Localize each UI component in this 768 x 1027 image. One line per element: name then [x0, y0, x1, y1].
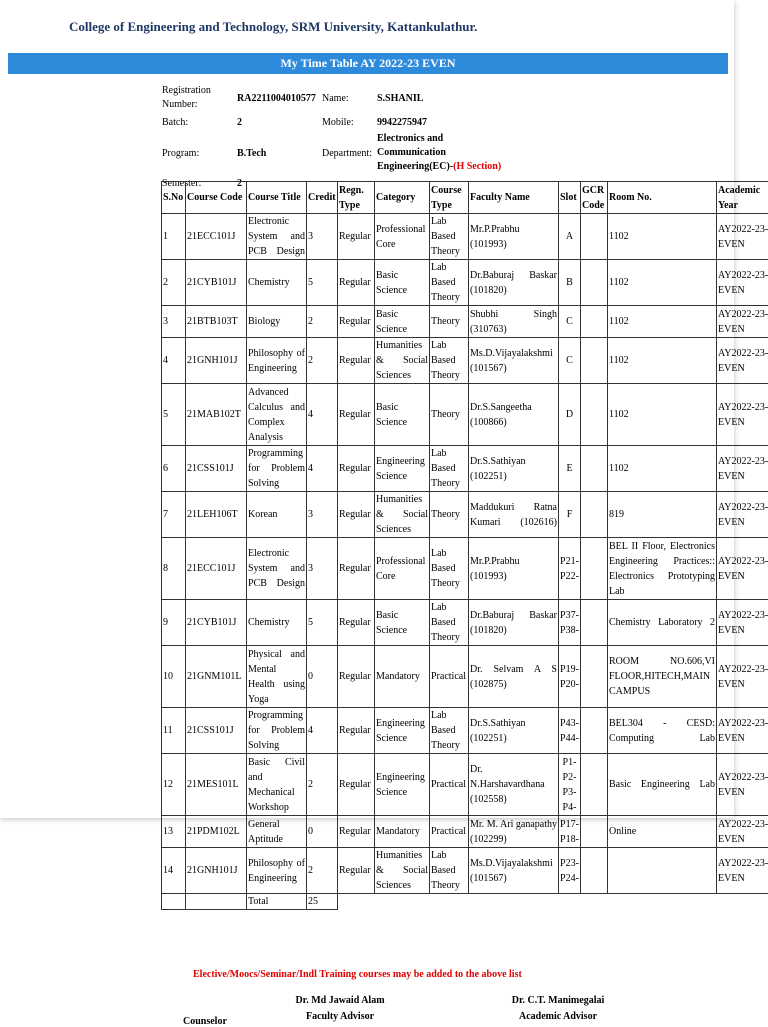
batch-value: 2 — [235, 112, 320, 132]
col-header: Faculty Name — [469, 182, 559, 214]
cell-year: AY2022-23-EVEN — [717, 492, 768, 538]
cell-category: Humanities & Social Sciences — [375, 848, 430, 894]
mobile-value: 9942275947 — [375, 112, 515, 132]
reg-label: Registration Number: — [160, 84, 235, 112]
cell-code: 21LEH106T — [186, 492, 247, 538]
cell-faculty: Dr. N.Harshavardhana (102558) — [469, 754, 559, 816]
col-header: Credit — [307, 182, 338, 214]
cell-gcr — [581, 708, 608, 754]
cell-faculty: Mr.P.Prabhu (101993) — [469, 214, 559, 260]
cell-ctype: Lab Based Theory — [430, 260, 469, 306]
cell-gcr — [581, 754, 608, 816]
cell-category: Humanities & Social Sciences — [375, 492, 430, 538]
table-row — [162, 306, 768, 338]
cell-slot: F — [559, 492, 581, 538]
cell-gcr — [581, 384, 608, 446]
cell-gcr — [581, 306, 608, 338]
cell-ctype: Practical — [430, 646, 469, 708]
table-row — [162, 646, 768, 708]
cell-category: Basic Science — [375, 384, 430, 446]
cell-title: Basic Civil and Mechanical Workshop — [247, 754, 307, 816]
cell-title: Electronic System and PCB Design — [247, 214, 307, 260]
cell-sno: 7 — [162, 492, 186, 538]
cell-category: Engineering Science — [375, 754, 430, 816]
cell-ctype: Practical — [430, 754, 469, 816]
cell-code: 21MAB102T — [186, 384, 247, 446]
cell-regn: Regular — [338, 306, 375, 338]
cell-slot: P1- P2- P3- P4- — [559, 754, 581, 816]
cell-slot: P21- P22- — [559, 538, 581, 600]
cell-ctype: Lab Based Theory — [430, 708, 469, 754]
cell-category: Basic Science — [375, 306, 430, 338]
cell-room — [608, 848, 717, 894]
academic-advisor-role: Academic Advisor — [488, 1009, 628, 1025]
cell-slot: P37- P38- — [559, 600, 581, 646]
cell-room: ROOM NO.606,VI FLOOR,HITECH,MAIN CAMPUS — [608, 646, 717, 708]
cell-slot: P43- P44- — [559, 708, 581, 754]
cell-title: Biology — [247, 306, 307, 338]
cell-ctype: Theory — [430, 384, 469, 446]
cell-credit: 5 — [307, 260, 338, 306]
cell-year: AY2022-23-EVEN — [717, 538, 768, 600]
cell-room: Basic Engineering Lab — [608, 754, 717, 816]
cell-gcr — [581, 600, 608, 646]
section-label: (H Section) — [453, 161, 501, 172]
cell-faculty: Dr.S.Sathiyan (102251) — [469, 708, 559, 754]
cell-room: BEL II Floor, Electronics Engineering Practices:: Electronics Prototyping Lab — [608, 538, 717, 600]
cell-regn: Regular — [338, 708, 375, 754]
cell-category: Engineering Science — [375, 708, 430, 754]
col-header: Course Code — [186, 182, 247, 214]
cell-gcr — [581, 848, 608, 894]
table-row — [162, 848, 768, 894]
cell-regn: Regular — [338, 816, 375, 848]
col-header: Category — [375, 182, 430, 214]
cell-gcr — [581, 260, 608, 306]
cell-category: Professional Core — [375, 214, 430, 260]
table-row — [162, 492, 768, 538]
cell-faculty: Dr.Baburaj Baskar (101820) — [469, 260, 559, 306]
cell-code: 21CYB101J — [186, 260, 247, 306]
faculty-advisor-role: Faculty Advisor — [270, 1009, 410, 1025]
cell-sno: 9 — [162, 600, 186, 646]
cell-code: 21CSS101J — [186, 446, 247, 492]
cell-year: AY2022-23-EVEN — [717, 260, 768, 306]
col-header: Course Type — [430, 182, 469, 214]
cell-sno: 2 — [162, 260, 186, 306]
cell-title: Programming for Problem Solving — [247, 708, 307, 754]
student-info — [160, 84, 515, 192]
cell-category: Professional Core — [375, 538, 430, 600]
counselor-label: Counselor — [183, 1016, 227, 1027]
cell-room: BEL304 - CESD: Computing Lab — [608, 708, 717, 754]
cell-faculty: Shubhi Singh (310763) — [469, 306, 559, 338]
department-name: Electronics and Communication Engineering(EC)- — [377, 133, 453, 172]
cell-ctype: Lab Based Theory — [430, 600, 469, 646]
cell-room: 1102 — [608, 260, 717, 306]
cell-year: AY2022-23-EVEN — [717, 446, 768, 492]
cell-slot: C — [559, 338, 581, 384]
name-value: S.SHANIL — [375, 84, 515, 112]
cell-ctype: Lab Based Theory — [430, 848, 469, 894]
cell-faculty: Dr. Selvam A S (102875) — [469, 646, 559, 708]
cell-credit: 2 — [307, 754, 338, 816]
cell-credit: 2 — [307, 848, 338, 894]
cell-code: 21PDM102L — [186, 816, 247, 848]
faculty-advisor-name: Dr. Md Jawaid Alam — [270, 993, 410, 1009]
academic-advisor-block — [488, 993, 628, 1025]
col-header: Course Title — [247, 182, 307, 214]
total-label: Total — [247, 894, 307, 910]
cell-title: Chemistry — [247, 260, 307, 306]
cell-regn: Regular — [338, 446, 375, 492]
cell-credit: 2 — [307, 338, 338, 384]
cell-year: AY2022-23-EVEN — [717, 708, 768, 754]
table-row — [162, 260, 768, 306]
timetable — [161, 181, 768, 910]
cell-code: 21MES101L — [186, 754, 247, 816]
cell-credit: 3 — [307, 492, 338, 538]
cell-gcr — [581, 446, 608, 492]
cell-category: Humanities & Social Sciences — [375, 338, 430, 384]
cell-faculty: Maddukuri Ratna Kumari (102616) — [469, 492, 559, 538]
cell-credit: 0 — [307, 816, 338, 848]
cell-credit: 3 — [307, 214, 338, 260]
cell-ctype: Lab Based Theory — [430, 338, 469, 384]
cell-regn: Regular — [338, 260, 375, 306]
cell-credit: 0 — [307, 646, 338, 708]
cell-category: Mandatory — [375, 816, 430, 848]
cell-ctype: Lab Based Theory — [430, 214, 469, 260]
cell-faculty: Ms.D.Vijayalakshmi (101567) — [469, 848, 559, 894]
cell-sno: 14 — [162, 848, 186, 894]
cell-year: AY2022-23-EVEN — [717, 214, 768, 260]
cell-room: 1102 — [608, 446, 717, 492]
cell-faculty: Ms.D.Vijayalakshmi (101567) — [469, 338, 559, 384]
cell-regn: Regular — [338, 848, 375, 894]
cell-sno: 4 — [162, 338, 186, 384]
cell-ctype: Lab Based Theory — [430, 446, 469, 492]
cell-faculty: Dr.Baburaj Baskar (101820) — [469, 600, 559, 646]
cell-sno: 1 — [162, 214, 186, 260]
cell-sno: 5 — [162, 384, 186, 446]
cell-room: 1102 — [608, 338, 717, 384]
cell-code: 21BTB103T — [186, 306, 247, 338]
mobile-label: Mobile: — [320, 112, 375, 132]
reg-value: RA2211004010577 — [235, 84, 320, 112]
cell-ctype: Lab Based Theory — [430, 538, 469, 600]
table-row — [162, 754, 768, 816]
cell-sno: 8 — [162, 538, 186, 600]
cell-slot: P19- P20- — [559, 646, 581, 708]
cell-room: 1102 — [608, 306, 717, 338]
cell-faculty: Mr. M. Ari ganapathy (102299) — [469, 816, 559, 848]
cell-gcr — [581, 492, 608, 538]
cell-faculty: Dr.S.Sathiyan (102251) — [469, 446, 559, 492]
cell-regn: Regular — [338, 600, 375, 646]
col-header: Regn. Type — [338, 182, 375, 214]
cell-sno: 11 — [162, 708, 186, 754]
department-value — [375, 132, 515, 174]
table-row — [162, 708, 768, 754]
cell-year: AY2022-23-EVEN — [717, 384, 768, 446]
cell-title: General Aptitude — [247, 816, 307, 848]
cell-code: 21CSS101J — [186, 708, 247, 754]
cell-title: Advanced Calculus and Complex Analysis — [247, 384, 307, 446]
cell-category: Engineering Science — [375, 446, 430, 492]
col-header: S.No — [162, 182, 186, 214]
cell-regn: Regular — [338, 214, 375, 260]
cell-credit: 5 — [307, 600, 338, 646]
cell-title: Programming for Problem Solving — [247, 446, 307, 492]
batch-label: Batch: — [160, 112, 235, 132]
table-row — [162, 538, 768, 600]
cell-code: 21GNH101J — [186, 848, 247, 894]
cell-credit: 4 — [307, 446, 338, 492]
cell-year: AY2022-23-EVEN — [717, 816, 768, 848]
cell-slot: B — [559, 260, 581, 306]
cell-gcr — [581, 646, 608, 708]
cell-ctype: Theory — [430, 306, 469, 338]
col-header: GCR Code — [581, 182, 608, 214]
cell-year: AY2022-23-EVEN — [717, 338, 768, 384]
cell-slot: A — [559, 214, 581, 260]
cell-title: Philosophy of Engineering — [247, 338, 307, 384]
cell-year: AY2022-23-EVEN — [717, 646, 768, 708]
cell-ctype: Practical — [430, 816, 469, 848]
cell-gcr — [581, 816, 608, 848]
cell-sno: 13 — [162, 816, 186, 848]
header-row — [162, 182, 768, 214]
cell-credit: 3 — [307, 538, 338, 600]
cell-room: Online — [608, 816, 717, 848]
cell-sno: 3 — [162, 306, 186, 338]
cell-credit: 2 — [307, 306, 338, 338]
cell-regn: Regular — [338, 646, 375, 708]
cell-code: 21GNH101J — [186, 338, 247, 384]
semester-label: Semester: — [160, 174, 235, 192]
cell-room: 1102 — [608, 384, 717, 446]
timetable-banner: My Time Table AY 2022-23 EVEN — [8, 53, 728, 74]
table-row — [162, 214, 768, 260]
cell-title: Korean — [247, 492, 307, 538]
cell-ctype: Theory — [430, 492, 469, 538]
cell-regn: Regular — [338, 754, 375, 816]
table-row — [162, 816, 768, 848]
cell-slot: D — [559, 384, 581, 446]
cell-year: AY2022-23-EVEN — [717, 848, 768, 894]
table-row — [162, 446, 768, 492]
cell-title: Electronic System and PCB Design — [247, 538, 307, 600]
cell-room: 1102 — [608, 214, 717, 260]
cell-category: Basic Science — [375, 600, 430, 646]
cell-slot: P23- P24- — [559, 848, 581, 894]
semester-value: 2 — [235, 174, 320, 192]
cell-title: Physical and Mental Health using Yoga — [247, 646, 307, 708]
cell-faculty: Dr.S.Sangeetha (100866) — [469, 384, 559, 446]
col-header: Room No. — [608, 182, 717, 214]
cell-slot: P17- P18- — [559, 816, 581, 848]
cell-slot: C — [559, 306, 581, 338]
table-row — [162, 338, 768, 384]
cell-gcr — [581, 214, 608, 260]
cell-regn: Regular — [338, 338, 375, 384]
cell-code: 21CYB101J — [186, 600, 247, 646]
cell-category: Mandatory — [375, 646, 430, 708]
cell-year: AY2022-23-EVEN — [717, 754, 768, 816]
cell-category: Basic Science — [375, 260, 430, 306]
elective-note: Elective/Moocs/Seminar/Indl Training courses may be added to the above list — [193, 969, 522, 980]
total-value: 25 — [307, 894, 338, 910]
table-row — [162, 600, 768, 646]
col-header: Academic Year — [717, 182, 768, 214]
cell-sno: 6 — [162, 446, 186, 492]
cell-sno: 12 — [162, 754, 186, 816]
cell-year: AY2022-23-EVEN — [717, 600, 768, 646]
cell-code: 21ECC101J — [186, 214, 247, 260]
name-label: Name: — [320, 84, 375, 112]
cell-code: 21GNM101L — [186, 646, 247, 708]
program-label: Program: — [160, 132, 235, 174]
cell-room: Chemistry Laboratory 2 — [608, 600, 717, 646]
college-title: College of Engineering and Technology, SRM University, Kattankulathur. — [69, 19, 477, 35]
cell-room: 819 — [608, 492, 717, 538]
cell-sno: 10 — [162, 646, 186, 708]
cell-credit: 4 — [307, 384, 338, 446]
cell-title: Chemistry — [247, 600, 307, 646]
cell-regn: Regular — [338, 492, 375, 538]
table-row — [162, 384, 768, 446]
cell-code: 21ECC101J — [186, 538, 247, 600]
col-header: Slot — [559, 182, 581, 214]
cell-regn: Regular — [338, 538, 375, 600]
cell-faculty: Mr.P.Prabhu (101993) — [469, 538, 559, 600]
department-label: Department: — [320, 132, 375, 174]
cell-credit: 4 — [307, 708, 338, 754]
program-value: B.Tech — [235, 132, 320, 174]
total-row — [162, 894, 768, 910]
academic-advisor-name: Dr. C.T. Manimegalai — [488, 993, 628, 1009]
cell-title: Philosophy of Engineering — [247, 848, 307, 894]
cell-regn: Regular — [338, 384, 375, 446]
cell-year: AY2022-23-EVEN — [717, 306, 768, 338]
cell-gcr — [581, 338, 608, 384]
cell-gcr — [581, 538, 608, 600]
faculty-advisor-block — [270, 993, 410, 1025]
cell-slot: E — [559, 446, 581, 492]
